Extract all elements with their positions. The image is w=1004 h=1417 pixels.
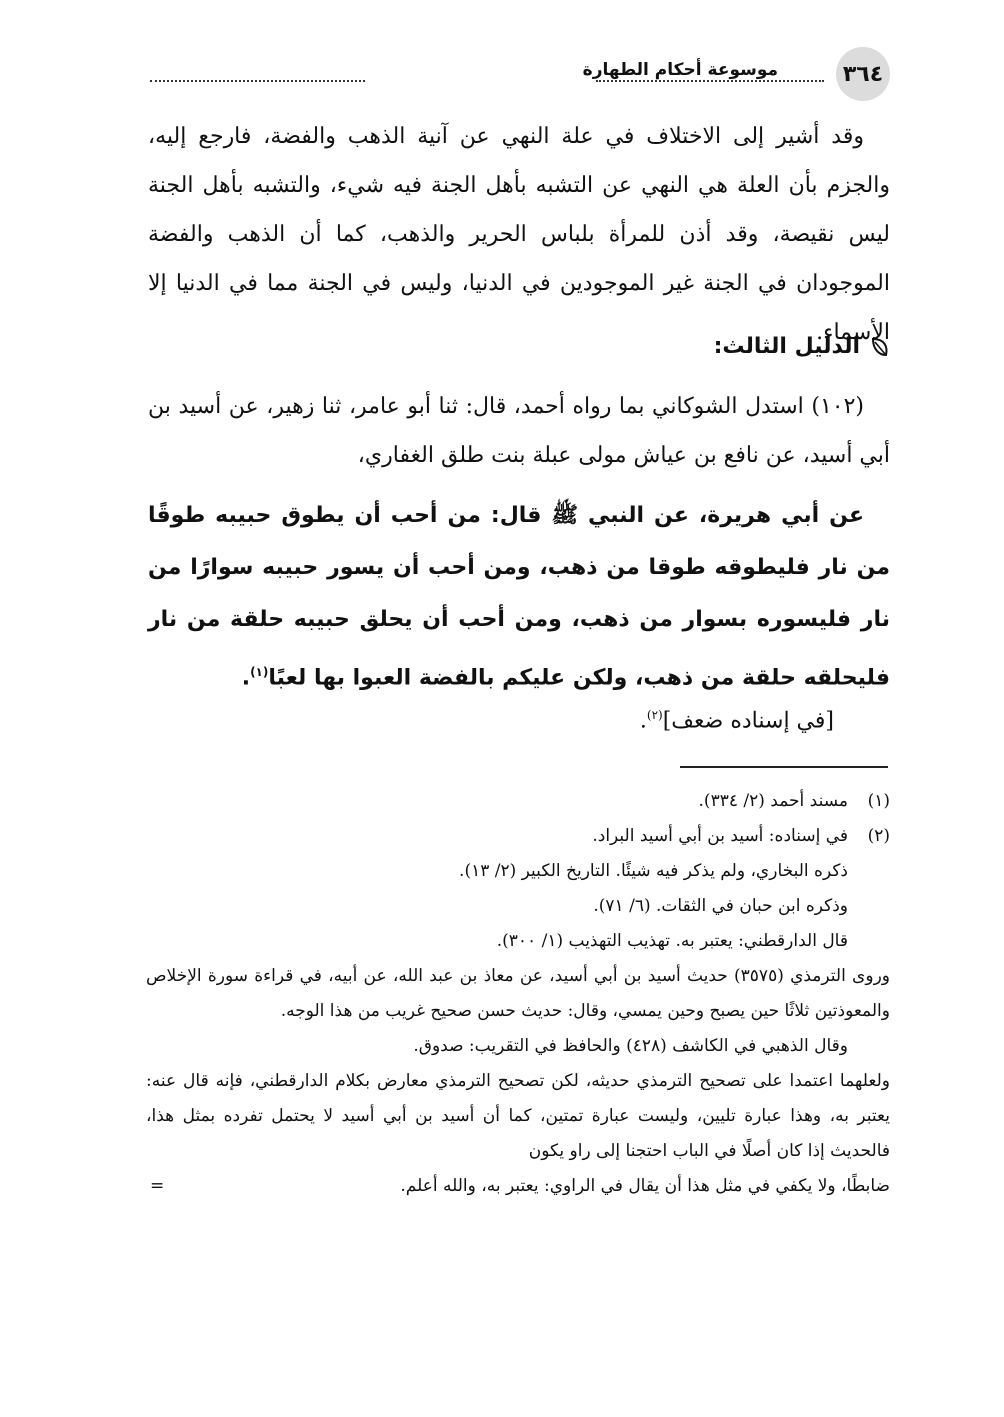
- section-heading: [714, 334, 890, 359]
- footnote-2-line-2: ذكره البخاري، ولم يذكر فيه شيئًا. التاريخ الكبير (٢/ ١٣).: [459, 861, 848, 881]
- footnote-1-number: (١): [867, 791, 890, 811]
- footnote-ref-1: (١): [250, 665, 269, 679]
- header-dotted-leader-right: [596, 80, 824, 82]
- footnote-2-line-3: وذكره ابن حبان في الثقات. (٦/ ٧١).: [593, 896, 848, 916]
- body-paragraph-2: [148, 382, 890, 480]
- footnote-2-line-4: قال الدارقطني: يعتبر به. تهذيب التهذيب (١/ ٣٠٠).: [496, 931, 848, 951]
- footnote-ref-2: (٢): [646, 708, 663, 722]
- hadith-text: عن أبي هريرة، عن النبي ﷺ قال: من أحب أن يطوق حبيبه طوقًا من نار فليطوقه طوقا من ذهب، ومن أحب أن يسور حبيبه سوارًا من نار فليسوره بسوار من ذهب، ومن أحب أن يحلق حبيبه حلقة من نار فليحلقه حلقة من ذهب، ولكن عليكم بالفضة العبوا بها لعبًا: [148, 503, 890, 691]
- footnote-2-line-1: في إسناده: أسيد بن أبي أسيد البراد.: [592, 826, 848, 846]
- heading-text: الدليل الثالث:: [713, 334, 860, 359]
- body-paragraph-1: [148, 112, 890, 357]
- paragraph-2-text: (١٠٢) استدل الشوكاني بما رواه أحمد، قال: ثنا أبو عامر، ثنا زهير، عن أسيد بن أبي أسيد، عن نافع بن عياش مولى عبلة بنت طلق الغفاري،: [148, 394, 890, 468]
- footnote-2-paragraph-1: وروى الترمذي (٣٥٧٥) حديث أسيد بن أبي أسيد، عن معاذ بن عبد الله، عن أبيه، في قراءة سورة الإخلاص والمعوذتين ثلاثًا حين يصبح وحين يمسي، وقال: حديث حسن صحيح غريب من هذا الوجه.: [146, 966, 890, 1021]
- page-number: ٣٦٤: [842, 61, 884, 87]
- continuation-mark: =: [150, 1176, 165, 1196]
- footnote-2-last-line: [146, 1169, 890, 1204]
- grading-text: [في إسناده ضعف]: [662, 708, 834, 734]
- hadith-text-block: [148, 490, 890, 704]
- hadith-end: .: [241, 665, 251, 691]
- grading-end: .: [639, 708, 647, 734]
- footnote-1: [146, 784, 890, 819]
- footnote-separator: [680, 766, 888, 768]
- footnote-2: [146, 819, 890, 854]
- running-header-title: موسوعة أحكام الطهارة: [582, 60, 778, 80]
- footnote-2-last-text: ضابطًا، ولا يكفي في مثل هذا أن يقال في الراوي: يعتبر به، والله أعلم.: [400, 1176, 890, 1196]
- isnad-grading: [640, 708, 834, 733]
- footnote-2-line-5: وقال الذهبي في الكاشف (٤٢٨) والحافظ في التقريب: صدوق.: [413, 1036, 848, 1056]
- footnote-2-paragraph-2: ولعلهما اعتمدا على تصحيح الترمذي حديثه، لكن تصحيح الترمذي معارض بكلام الدارقطني، فإنه قال عنه: يعتبر به، وهذا عبارة تليين، وليست عبارة تمتين، كما أن أسيد بن أبي أسيد لا يحتمل تفرده بمثل هذا، فالحديث إذا كان أصلًا في الباب احتجنا إلى راو يكون: [146, 1071, 890, 1161]
- page-number-badge: [836, 47, 890, 101]
- leaf-ornament-icon: [870, 336, 890, 358]
- footnotes: [146, 784, 890, 1204]
- paragraph-1-text: وقد أشير إلى الاختلاف في علة النهي عن آنية الذهب والفضة، فارجع إليه، والجزم بأن العلة هي النهي عن التشبه بأهل الجنة فيه شيء، والتشبه بأهل الجنة ليس نقيصة، وقد أذن للمرأة بلباس الحرير والذهب، كما أن الذهب والفضة الموجودان في الجنة غير الموجودين في الدنيا، وليس في الجنة مما في الدنيا إلا الأسماء.: [148, 124, 890, 345]
- footnote-1-text: مسند أحمد (٢/ ٣٣٤).: [698, 791, 848, 811]
- footnote-2-number: (٢): [867, 826, 890, 846]
- header-dotted-leader-left: [150, 80, 365, 82]
